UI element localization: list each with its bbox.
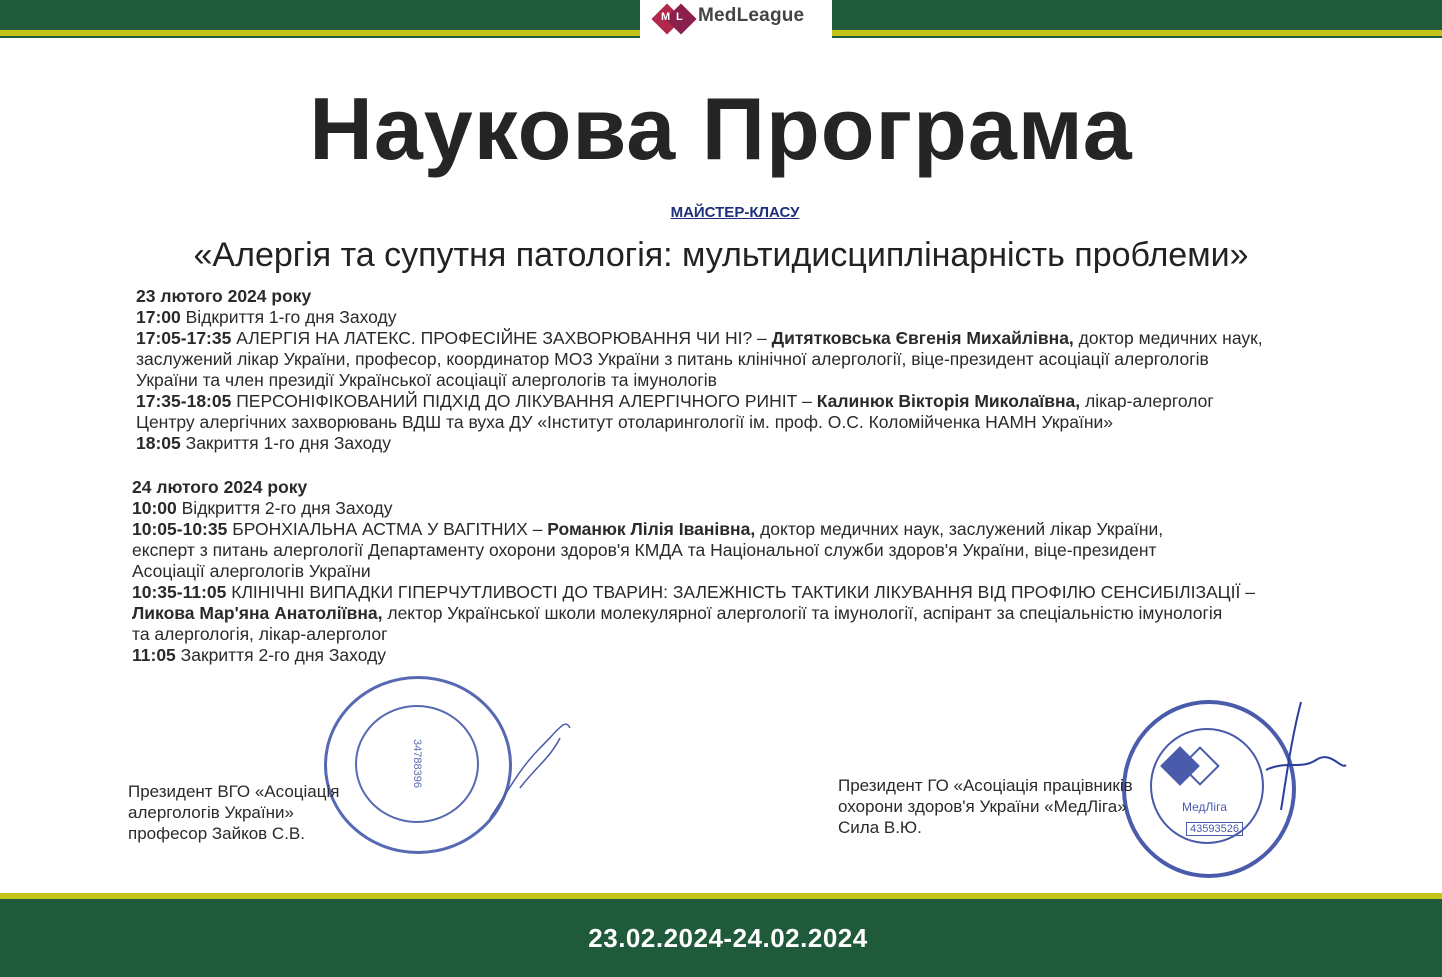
item-text: Закриття 1-го дня Заходу <box>180 433 391 453</box>
program-item <box>132 603 1362 624</box>
item-time: 10:35-11:05 <box>132 582 227 602</box>
speaker-name: Ликова Мар'яна Анатоліївна, <box>132 603 383 623</box>
talk-title: КЛІНІЧНІ ВИПАДКИ ГІПЕРЧУТЛИВОСТІ ДО ТВАРИН: ЗАЛЕЖНІСТЬ ТАКТИКИ ЛІКУВАННЯ ВІД ПРОФІЛЮ СЕНСИБІЛІЗАЦІЇ – <box>226 582 1255 602</box>
logo-mark-icon: M L <box>654 7 692 31</box>
speaker-credentials: заслужений лікар України, професор, координатор МОЗ України з питань клінічної алергології, віце-президент асоціації алергологів <box>136 349 1209 369</box>
signature-block-left <box>128 781 339 844</box>
signatory-line: алергологів України» <box>128 803 294 822</box>
program-day-2 <box>132 477 1362 666</box>
program-item <box>136 433 1366 454</box>
day-date: 24 лютого 2024 року <box>132 477 308 497</box>
signature-left-icon <box>480 708 580 828</box>
signatory-line: Сила В.Ю. <box>838 818 922 837</box>
program-item <box>132 519 1362 540</box>
stamp-code: 34788396 <box>411 739 423 788</box>
item-text: Закриття 2-го дня Заходу <box>175 645 387 665</box>
program-day-1 <box>136 286 1366 454</box>
signatory-line: Президент ВГО «Асоціація <box>128 782 340 801</box>
signatory-line: охорони здоров'я України «МедЛіга» <box>838 797 1127 816</box>
stamp-code: 43593526 <box>1186 822 1243 836</box>
program-item <box>136 328 1366 349</box>
item-text: Відкриття 1-го дня Заходу <box>180 307 397 327</box>
day-date: 23 лютого 2024 року <box>136 286 312 306</box>
program-item <box>132 582 1362 603</box>
item-time: 11:05 <box>132 645 176 665</box>
item-time: 17:00 <box>136 307 181 327</box>
program-item <box>136 307 1366 328</box>
program-item <box>132 645 1362 666</box>
signature-right-icon <box>1246 700 1356 820</box>
item-time: 18:05 <box>136 433 181 453</box>
speaker-name: Калинюк Вікторія Миколаївна, <box>816 391 1081 411</box>
signatory-line: професор Зайков С.В. <box>128 824 305 843</box>
talk-title: ПЕРСОНІФІКОВАНИЙ ПІДХІД ДО ЛІКУВАННЯ АЛЕРГІЧНОГО РИНІТ – <box>231 391 817 411</box>
item-time: 17:05-17:35 <box>136 328 232 348</box>
speaker-credentials: Асоціації алергологів України <box>132 561 371 581</box>
talk-title: БРОНХІАЛЬНА АСТМА У ВАГІТНИХ – <box>227 519 548 539</box>
speaker-credentials: України та член президії Української асоціації алергологів та імунологів <box>136 370 717 390</box>
speaker-credentials: та алергологія, лікар-алерголог <box>132 624 388 644</box>
speaker-credentials: Центру алергічних захворювань ВДШ та вуха ДУ «Інститут отоларингології ім. проф. О.С. Коломійченка НАМН України» <box>136 412 1114 432</box>
speaker-credentials: доктор медичних наук, <box>1073 328 1263 348</box>
talk-title: АЛЕРГІЯ НА ЛАТЕКС. ПРОФЕСІЙНЕ ЗАХВОРЮВАННЯ ЧИ НІ? – <box>231 328 772 348</box>
item-time: 10:00 <box>132 498 177 518</box>
program-item <box>136 391 1366 412</box>
signature-block-right <box>838 775 1133 838</box>
speaker-credentials: лікар-алерголог <box>1080 391 1214 411</box>
speaker-credentials: лектор Української школи молекулярної алергології та імунології, аспірант за спеціальністю імунологія <box>382 603 1223 623</box>
document-subtitle: МАЙСТЕР-КЛАСУ <box>670 204 800 221</box>
item-time: 10:05-10:35 <box>132 519 228 539</box>
speaker-name: Дитятковська Євгенія Михайлівна, <box>771 328 1074 348</box>
speaker-credentials: експерт з питань алергології Департаменту охорони здоров'я КМДА та Національної служби здоров'я України, віце-президент <box>132 540 1157 560</box>
signatory-line: Президент ГО «Асоціація працівників <box>838 776 1133 795</box>
speaker-credentials: доктор медичних наук, заслужений лікар України, <box>755 519 1164 539</box>
item-time: 17:35-18:05 <box>136 391 232 411</box>
page-title: Наукова Програма <box>309 79 1133 178</box>
medleague-logo <box>640 0 832 38</box>
speaker-name: Романюк Лілія Іванівна, <box>547 519 756 539</box>
item-text: Відкриття 2-го дня Заходу <box>176 498 393 518</box>
logo-name: MedLeague <box>698 5 805 27</box>
event-title: «Алергія та супутня патологія: мультидисциплінарність проблеми» <box>193 236 1249 274</box>
stamp-name: МедЛіга <box>1182 800 1227 814</box>
program-item <box>132 498 1362 519</box>
event-dates: 23.02.2024-24.02.2024 <box>588 923 868 953</box>
